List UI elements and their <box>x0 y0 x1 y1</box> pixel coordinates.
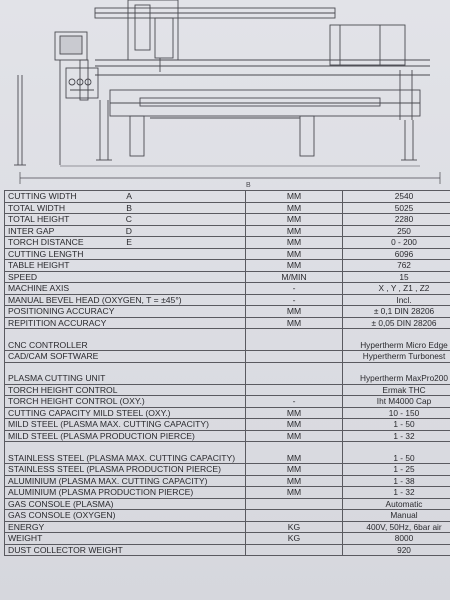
spec-name-cell <box>5 407 246 419</box>
spec-row <box>5 442 450 464</box>
spec-name: CAD/CAM SOFTWARE <box>8 351 99 361</box>
spec-name-cell <box>5 419 246 431</box>
spec-row <box>5 407 450 419</box>
spec-row <box>5 294 450 306</box>
spec-name: CUTTING LENGTH <box>8 248 84 259</box>
cnc-plasma-machine-diagram <box>0 0 450 190</box>
spec-unit: MM <box>246 430 343 442</box>
spec-row <box>5 384 450 396</box>
spec-value: 1 - 32 <box>343 487 450 499</box>
spec-row <box>5 464 450 476</box>
spec-value: 1 - 25 <box>343 464 450 476</box>
spec-unit: MM <box>246 487 343 499</box>
spec-name: CNC CONTROLLER <box>8 339 88 350</box>
spec-unit: MM <box>246 191 343 203</box>
spec-value: 400V, 50Hz, 6bar air <box>343 521 450 533</box>
spec-unit <box>246 544 343 556</box>
dimension-label-b: B <box>246 182 251 189</box>
spec-name: TOTAL WIDTH <box>8 202 66 213</box>
spec-name-cell <box>5 294 246 306</box>
spec-unit: MM <box>246 306 343 318</box>
spec-unit: MM <box>246 464 343 476</box>
spec-value: 250 <box>343 225 450 237</box>
spec-name-cell <box>5 396 246 408</box>
spec-name-cell <box>5 271 246 283</box>
spec-value: Hypertherm Micro Edge <box>343 329 450 351</box>
spec-value: X , Y , Z1 , Z2 <box>343 283 450 295</box>
spec-name: MILD STEEL (PLASMA MAX. CUTTING CAPACITY) <box>8 419 210 429</box>
machine-drawing <box>0 0 450 190</box>
spec-row <box>5 317 450 329</box>
spec-name: TORCH DISTANCE <box>8 237 84 247</box>
spec-name-cell <box>5 248 246 260</box>
spec-name: DUST COLLECTOR WEIGHT <box>8 544 123 555</box>
spec-row <box>5 271 450 283</box>
spec-value: ± 0,1 DIN 28206 <box>343 306 450 318</box>
spec-value: 6096 <box>343 248 450 260</box>
spec-value: Hypertherm Turbonest <box>343 351 450 363</box>
spec-unit: MM <box>246 202 343 214</box>
spec-unit: MM <box>246 248 343 260</box>
spec-name: ALUMINIUM (PLASMA MAX. CUTTING CAPACITY) <box>8 475 208 486</box>
spec-unit: MM <box>246 260 343 272</box>
spec-name: CUTTING CAPACITY MILD STEEL (OXY.) <box>8 407 171 418</box>
spec-name-cell <box>5 351 246 363</box>
spec-name-cell <box>5 510 246 522</box>
dimension-letter: B <box>126 202 132 213</box>
spec-name-cell <box>5 317 246 329</box>
spec-value: 15 <box>343 271 450 283</box>
spec-value: 762 <box>343 260 450 272</box>
spec-value: Hypertherm MaxPro200 <box>343 362 450 384</box>
spec-row <box>5 202 450 214</box>
spec-unit: - <box>246 294 343 306</box>
spec-unit <box>246 329 343 351</box>
spec-row <box>5 283 450 295</box>
spec-unit: MM <box>246 475 343 487</box>
spec-name-cell <box>5 430 246 442</box>
spec-name-cell <box>5 544 246 556</box>
spec-name-cell <box>5 464 246 476</box>
spec-name-cell <box>5 283 246 295</box>
spec-name-cell <box>5 384 246 396</box>
spec-unit: - <box>246 396 343 408</box>
spec-value: 5025 <box>343 202 450 214</box>
spec-row <box>5 351 450 363</box>
spec-name-cell <box>5 533 246 545</box>
spec-name: STAINLESS STEEL (PLASMA MAX. CUTTING CAPACITY) <box>8 452 236 463</box>
spec-unit: - <box>246 283 343 295</box>
spec-value: Ermak THC <box>343 384 450 396</box>
spec-value: 8000 <box>343 533 450 545</box>
spec-unit: MM <box>246 442 343 464</box>
spec-name: PLASMA CUTTING UNIT <box>8 373 106 383</box>
spec-name: MACHINE AXIS <box>8 283 70 293</box>
spec-row <box>5 430 450 442</box>
spec-unit <box>246 362 343 384</box>
spec-row <box>5 521 450 533</box>
spec-name: SPEED <box>8 271 38 282</box>
spec-name: TOTAL HEIGHT <box>8 214 70 224</box>
spec-value: 2540 <box>343 191 450 203</box>
spec-unit <box>246 351 343 363</box>
spec-name: REPITITION ACCURACY <box>8 317 107 328</box>
spec-name: TABLE HEIGHT <box>8 260 70 270</box>
spec-name: TORCH HEIGHT CONTROL (OXY.) <box>8 396 145 406</box>
spec-name: WEIGHT <box>8 533 43 543</box>
spec-name: STAINLESS STEEL (PLASMA PRODUCTION PIERCE) <box>8 464 221 474</box>
spec-row <box>5 396 450 408</box>
dimension-letter: E <box>126 237 132 247</box>
spec-row <box>5 237 450 249</box>
spec-row <box>5 248 450 260</box>
spec-name-cell <box>5 442 246 464</box>
spec-unit <box>246 498 343 510</box>
spec-name-cell <box>5 329 246 351</box>
spec-row <box>5 191 450 203</box>
spec-name: ENERGY <box>8 521 45 532</box>
spec-value: ± 0,05 DIN 28206 <box>343 317 450 329</box>
spec-unit: MM <box>246 214 343 226</box>
spec-name-cell <box>5 237 246 249</box>
spec-row <box>5 306 450 318</box>
spec-row <box>5 362 450 384</box>
spec-unit: MM <box>246 407 343 419</box>
spec-name: POSITIONING ACCURACY <box>8 306 115 316</box>
spec-value: 920 <box>343 544 450 556</box>
spec-name: ALUMINIUM (PLASMA PRODUCTION PIERCE) <box>8 487 194 497</box>
spec-row <box>5 475 450 487</box>
spec-unit: MM <box>246 237 343 249</box>
spec-name-cell <box>5 521 246 533</box>
spec-unit <box>246 510 343 522</box>
spec-value: 1 - 38 <box>343 475 450 487</box>
spec-unit <box>246 384 343 396</box>
spec-name-cell <box>5 260 246 272</box>
spec-value: Iht M4000 Cap <box>343 396 450 408</box>
spec-value: 10 - 150 <box>343 407 450 419</box>
dimension-letter: D <box>125 225 132 236</box>
spec-name-cell <box>5 306 246 318</box>
spec-unit: KG <box>246 533 343 545</box>
spec-name-cell <box>5 498 246 510</box>
spec-value: Incl. <box>343 294 450 306</box>
spec-name: MILD STEEL (PLASMA PRODUCTION PIERCE) <box>8 430 195 441</box>
spec-row <box>5 214 450 226</box>
spec-row <box>5 498 450 510</box>
dimension-letter: C <box>125 214 132 224</box>
spec-name-cell <box>5 475 246 487</box>
spec-name: INTER GAP <box>8 225 55 236</box>
spec-name: MANUAL BEVEL HEAD (OXYGEN, T = ±45°) <box>8 294 182 305</box>
spec-unit: MM <box>246 419 343 431</box>
spec-value: Automatic <box>343 498 450 510</box>
spec-unit: KG <box>246 521 343 533</box>
spec-row <box>5 544 450 556</box>
specification-table <box>4 190 450 556</box>
spec-name-cell <box>5 362 246 384</box>
spec-row <box>5 419 450 431</box>
spec-row <box>5 533 450 545</box>
spec-unit: MM <box>246 225 343 237</box>
spec-value: 1 - 32 <box>343 430 450 442</box>
dimension-letter: A <box>126 191 132 201</box>
spec-row <box>5 510 450 522</box>
spec-name-cell <box>5 191 246 203</box>
spec-value: Manual <box>343 510 450 522</box>
spec-row <box>5 487 450 499</box>
spec-name: TORCH HEIGHT CONTROL <box>8 384 118 395</box>
spec-value: 1 - 50 <box>343 442 450 464</box>
spec-row <box>5 225 450 237</box>
spec-name-cell <box>5 202 246 214</box>
spec-name-cell <box>5 487 246 499</box>
spec-value: 2280 <box>343 214 450 226</box>
spec-unit: M/MIN <box>246 271 343 283</box>
spec-name-cell <box>5 214 246 226</box>
spec-value: 1 - 50 <box>343 419 450 431</box>
spec-value: 0 - 200 <box>343 237 450 249</box>
spec-row <box>5 260 450 272</box>
spec-unit: MM <box>246 317 343 329</box>
spec-row <box>5 329 450 351</box>
spec-name: CUTTING WIDTH <box>8 191 77 201</box>
spec-name: GAS CONSOLE (PLASMA) <box>8 498 114 509</box>
spec-name-cell <box>5 225 246 237</box>
spec-name: GAS CONSOLE (OXYGEN) <box>8 510 116 520</box>
